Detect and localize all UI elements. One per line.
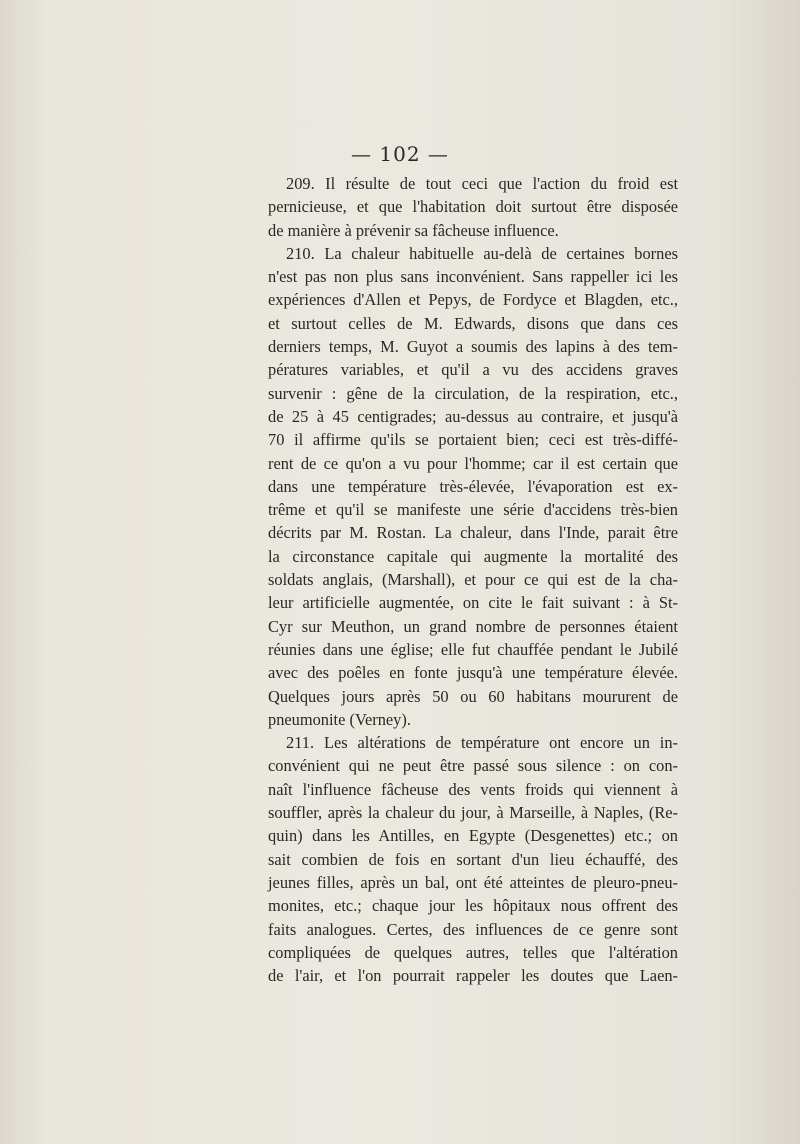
text-line: quin) dans les Antilles, en Egypte (Desgenettes) etc.; on	[268, 826, 678, 846]
page-number: — 102 —	[351, 142, 449, 166]
text-line: faits analogues. Certes, des influences de ce genre sont	[268, 919, 678, 939]
text-line: n'est pas non plus sans inconvénient. Sans rappeller ici les	[268, 267, 678, 287]
text-line: Quelques jours après 50 ou 60 habitans moururent de	[268, 686, 678, 706]
text-line: décrits par M. Rostan. La chaleur, dans l'Inde, parait être	[268, 523, 678, 543]
text-line: pneumonite (Verney).	[268, 709, 411, 729]
text-line: souffler, après la chaleur du jour, à Marseille, à Naples, (Re-	[268, 803, 678, 823]
text-line: compliquées de quelques autres, telles que l'altération	[268, 942, 678, 962]
text-line: de l'air, et l'on pourrait rappeler les doutes que Laen-	[268, 966, 678, 986]
text-line: pernicieuse, et que l'habitation doit surtout être disposée	[268, 197, 678, 217]
text-line: jeunes filles, après un bal, ont été atteintes de pleuro-pneu-	[268, 872, 678, 892]
text-line: de 25 à 45 centigrades; au-dessus au contraire, et jusqu'à	[268, 406, 678, 426]
text-line: réunies dans une église; elle fut chauffée pendant le Jubilé	[268, 639, 678, 659]
text-line: 209. Il résulte de tout ceci que l'action du froid est	[286, 174, 678, 193]
text-line: trême et qu'il se manifeste une série d'accidens très-bien	[268, 500, 678, 520]
text-line: 211. Les altérations de température ont encore un in-	[286, 733, 678, 753]
text-line: expériences d'Allen et Pepys, de Fordyce et Blagden, etc.,	[268, 290, 678, 310]
text-line: pératures variables, et qu'il a vu des accidens graves	[268, 360, 678, 380]
text-line: convénient qui ne peut être passé sous silence : on con-	[268, 756, 678, 776]
text-line: la circonstance capitale qui augmente la mortalité des	[268, 546, 678, 566]
text-line: rent de ce qu'on a vu pour l'homme; car il est certain que	[268, 453, 678, 473]
text-line: derniers temps, M. Guyot a soumis des lapins à des tem-	[268, 337, 678, 357]
text-line: avec des poêles en fonte jusqu'à une température élevée.	[268, 663, 678, 683]
text-line: de manière à prévenir sa fâcheuse influence.	[268, 220, 559, 240]
text-line: survenir : gêne de la circulation, de la respiration, etc.,	[268, 383, 678, 403]
text-line: 210. La chaleur habituelle au-delà de certaines bornes	[286, 243, 678, 263]
text-line: Cyr sur Meuthon, un grand nombre de personnes étaient	[268, 616, 678, 636]
text-line: et surtout celles de M. Edwards, disons que dans ces	[268, 313, 678, 333]
text-line: soldats anglais, (Marshall), et pour ce qui est de la cha-	[268, 570, 678, 590]
text-line: sait combien de fois en sortant d'un lieu échauffé, des	[268, 849, 678, 869]
body-text	[268, 172, 678, 987]
text-line: naît l'influence fâcheuse des vents froids qui viennent à	[268, 779, 678, 799]
text-line: leur artificielle augmentée, on cite le fait suivant : à St-	[268, 593, 678, 613]
text-line: monites, etc.; chaque jour les hôpitaux nous offrent des	[268, 896, 678, 916]
text-line: 70 il affirme qu'ils se portaient bien; ceci est très-diffé-	[268, 430, 678, 450]
text-line: dans une température très-élevée, l'évaporation est ex-	[268, 476, 678, 496]
